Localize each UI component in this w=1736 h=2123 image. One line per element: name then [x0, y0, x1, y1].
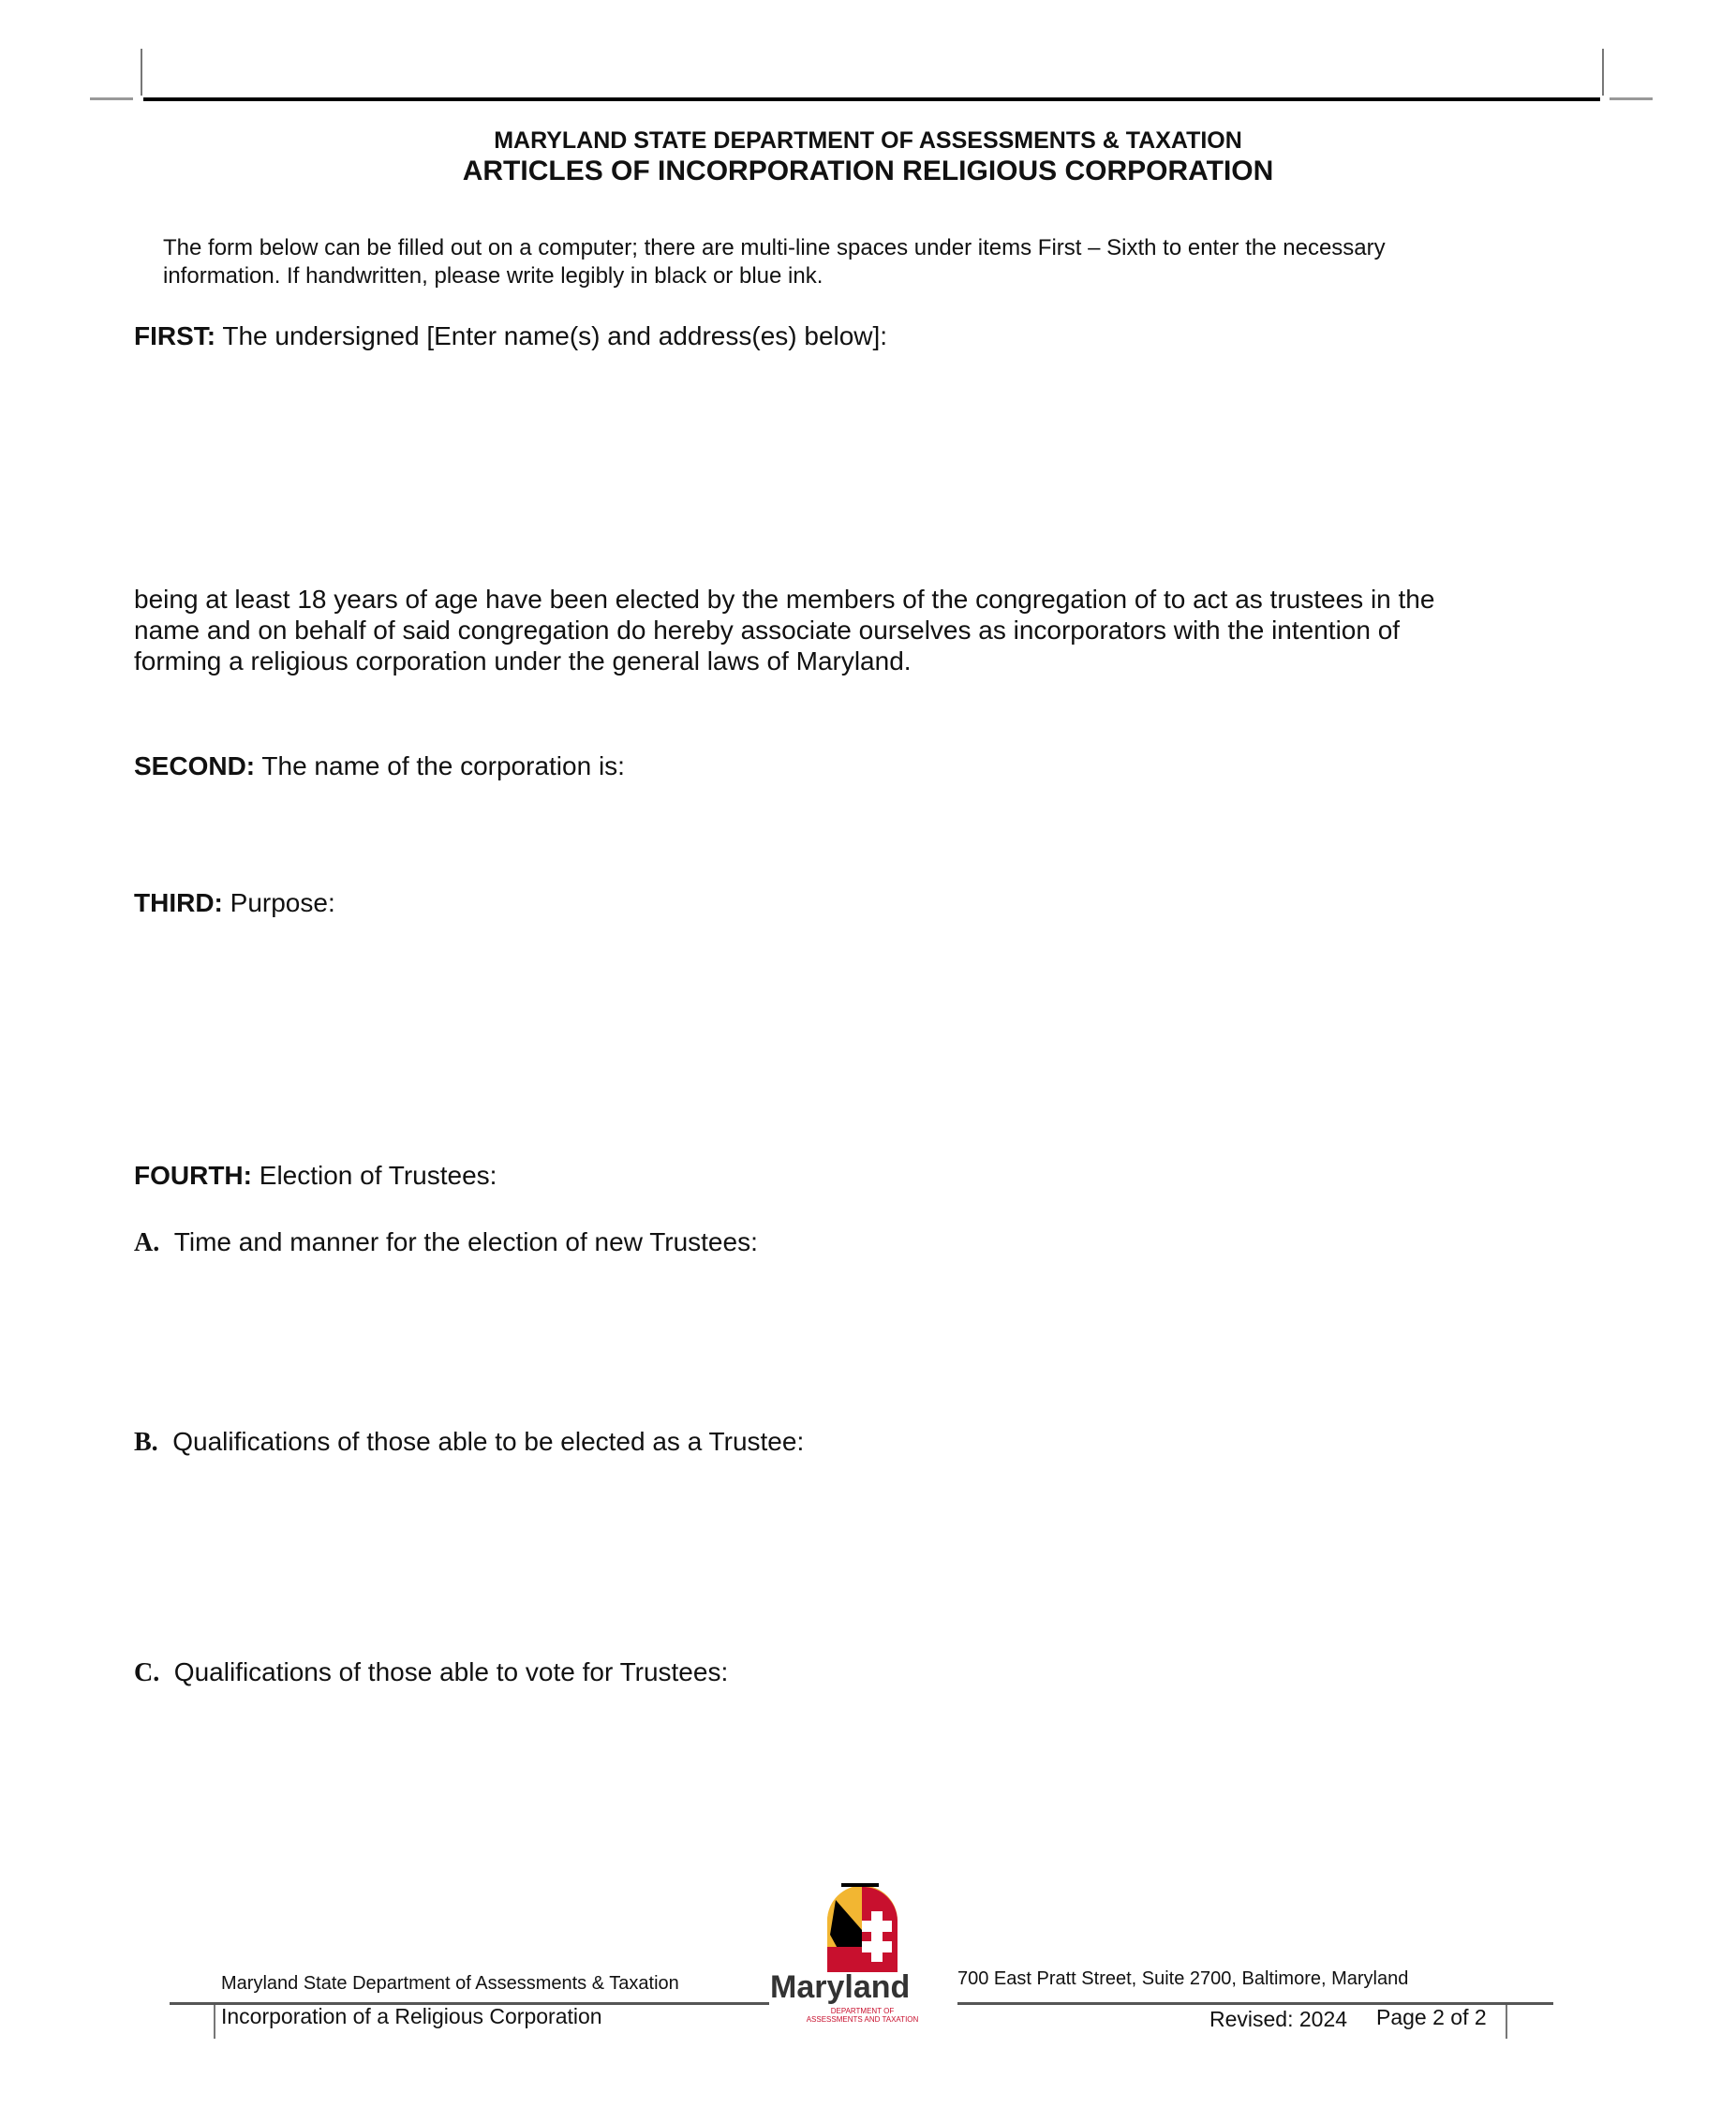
- logo-sub-1: DEPARTMENT OF: [830, 2007, 895, 2015]
- crop-mark: [1602, 49, 1604, 96]
- first-para-line-3: forming a religious corporation under the general laws of Maryland.: [134, 646, 912, 676]
- second-label: SECOND:: [134, 751, 256, 780]
- item-letter: C.: [134, 1658, 160, 1687]
- logo-word: Maryland: [770, 1969, 911, 2005]
- footer-address: 700 East Pratt Street, Suite 2700, Baltimore, Maryland: [957, 1968, 1409, 1989]
- form-title: ARTICLES OF INCORPORATION RELIGIOUS CORPORATION: [462, 156, 1274, 186]
- crop-mark: [90, 97, 133, 100]
- third-text: Purpose:: [222, 888, 335, 917]
- election-time-manner-input[interactable]: [134, 1267, 1599, 1430]
- fourth-label: FOURTH:: [134, 1161, 252, 1190]
- fourth-text: Election of Trustees:: [251, 1161, 497, 1190]
- footer-agency: Maryland State Department of Assessments & Taxation: [221, 1973, 679, 1994]
- third-heading: [134, 887, 335, 918]
- footer-bracket-left: [214, 2005, 215, 2039]
- voter-qualifications-input[interactable]: [134, 1697, 1599, 1878]
- fourth-item-a: [134, 1226, 758, 1258]
- corporation-name-input[interactable]: [134, 792, 1599, 889]
- item-text: Time and manner for the election of new Trustees:: [173, 1227, 758, 1256]
- third-label: THIRD:: [134, 888, 223, 917]
- first-para-line-1: being at least 18 years of age have been elected by the members of the congregation of to act as trustees in the: [134, 585, 1435, 614]
- crop-mark: [141, 49, 142, 96]
- fourth-heading: [134, 1160, 497, 1191]
- footer-bracket-right: [1506, 2005, 1507, 2039]
- item-text: Qualifications of those able to be elected as a Trustee:: [172, 1427, 805, 1456]
- footer-page-number: Page 2 of 2: [1376, 2005, 1487, 2029]
- item-letter: B.: [134, 1428, 158, 1457]
- first-heading: [134, 320, 887, 351]
- maryland-flag-icon: [804, 1883, 921, 1972]
- fourth-item-c: [134, 1656, 728, 1688]
- footer-revised: Revised: 2024: [1209, 2007, 1348, 2031]
- item-letter: A.: [134, 1228, 160, 1257]
- fourth-item-b: [134, 1426, 804, 1458]
- first-label: FIRST:: [134, 321, 216, 350]
- second-text: The name of the corporation is:: [255, 751, 625, 780]
- first-para-line-2: name and on behalf of said congregation do hereby associate ourselves as incorporators with the intention of: [134, 616, 1401, 645]
- second-heading: [134, 750, 625, 781]
- first-text: The undersigned [Enter name(s) and address(es) below]:: [215, 321, 888, 350]
- item-text: Qualifications of those able to vote for Trustees:: [173, 1657, 729, 1686]
- logo-sub-2: ASSESSMENTS AND TAXATION: [806, 2015, 919, 2024]
- header-rule: [143, 97, 1600, 101]
- first-names-addresses-input[interactable]: [134, 361, 1599, 575]
- intro-line-1: The form below can be filled out on a computer; there are multi-line spaces under items First – Sixth to enter the necessary: [163, 235, 1386, 260]
- maryland-logo: [770, 1883, 921, 2024]
- agency-heading: MARYLAND STATE DEPARTMENT OF ASSESSMENTS & TAXATION: [494, 127, 1242, 154]
- purpose-input[interactable]: [134, 929, 1599, 1158]
- intro-line-2: information. If handwritten, please write legibly in black or blue ink.: [163, 263, 823, 289]
- trustee-qualifications-input[interactable]: [134, 1466, 1599, 1657]
- footer-form-name: Incorporation of a Religious Corporation: [221, 2004, 602, 2028]
- crop-mark: [1610, 97, 1653, 100]
